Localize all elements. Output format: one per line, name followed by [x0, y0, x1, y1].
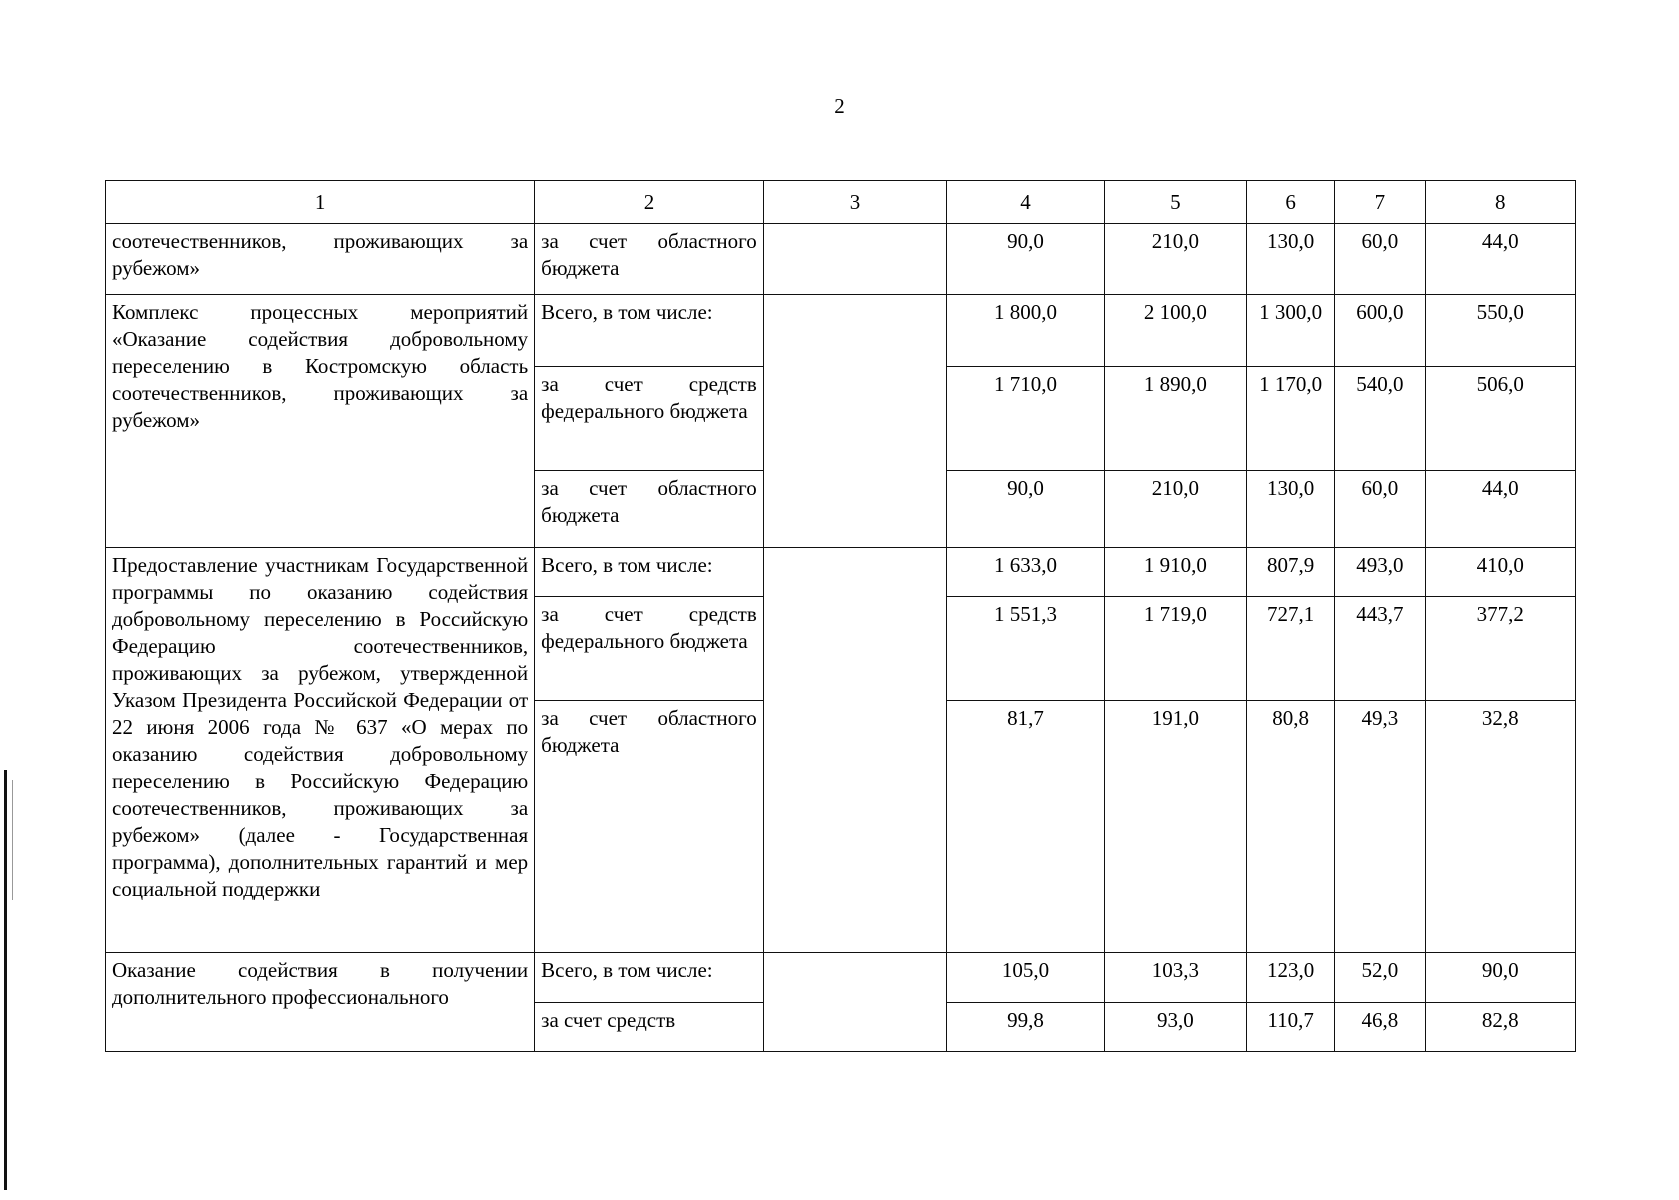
value-cell: 550,0 [1425, 295, 1575, 367]
value-cell: 1 910,0 [1104, 548, 1246, 597]
value-cell: 1 710,0 [947, 367, 1104, 471]
scan-margin-mark-thin [12, 780, 13, 900]
empty-cell [763, 953, 946, 1052]
value-cell: 410,0 [1425, 548, 1575, 597]
value-cell: 103,3 [1104, 953, 1246, 1003]
table-row [106, 953, 1576, 1003]
value-cell: 44,0 [1425, 224, 1575, 295]
funding-source: Всего, в том числе: [535, 548, 764, 597]
activity-name: Оказание содействия в получении дополнительного профессионального [106, 953, 535, 1052]
value-cell: 90,0 [947, 471, 1104, 548]
empty-cell [763, 548, 946, 953]
value-cell: 1 633,0 [947, 548, 1104, 597]
activity-name: Комплекс процессных мероприятий «Оказание содействия добровольному переселению в Костромскую область соотечественников, проживающих за рубежом» [106, 295, 535, 548]
value-cell: 80,8 [1247, 701, 1335, 953]
value-cell: 1 551,3 [947, 597, 1104, 701]
value-cell: 191,0 [1104, 701, 1246, 953]
value-cell: 727,1 [1247, 597, 1335, 701]
funding-source: за счет средств федерального бюджета [535, 597, 764, 701]
value-cell: 99,8 [947, 1003, 1104, 1052]
header-cell: 4 [947, 181, 1104, 224]
value-cell: 32,8 [1425, 701, 1575, 953]
value-cell: 377,2 [1425, 597, 1575, 701]
funding-source: за счет областного бюджета [535, 224, 764, 295]
value-cell: 807,9 [1247, 548, 1335, 597]
value-cell: 2 100,0 [1104, 295, 1246, 367]
value-cell: 110,7 [1247, 1003, 1335, 1052]
value-cell: 210,0 [1104, 224, 1246, 295]
value-cell: 60,0 [1335, 471, 1425, 548]
header-cell: 7 [1335, 181, 1425, 224]
activity-name: соотечественников, проживающих за рубежом» [106, 224, 535, 295]
value-cell: 44,0 [1425, 471, 1575, 548]
value-cell: 1 300,0 [1247, 295, 1335, 367]
value-cell: 52,0 [1335, 953, 1425, 1003]
value-cell: 210,0 [1104, 471, 1246, 548]
value-cell: 105,0 [947, 953, 1104, 1003]
table-row [106, 548, 1576, 597]
header-cell: 3 [763, 181, 946, 224]
funding-source: за счет областного бюджета [535, 701, 764, 953]
funding-source: Всего, в том числе: [535, 953, 764, 1003]
table-row [106, 295, 1576, 367]
header-cell: 1 [106, 181, 535, 224]
value-cell: 81,7 [947, 701, 1104, 953]
value-cell: 506,0 [1425, 367, 1575, 471]
funding-source: за счет средств федерального бюджета [535, 367, 764, 471]
funding-source: за счет областного бюджета [535, 471, 764, 548]
header-cell: 5 [1104, 181, 1246, 224]
value-cell: 130,0 [1247, 471, 1335, 548]
empty-cell [763, 295, 946, 548]
funding-source: за счет средств [535, 1003, 764, 1052]
budget-table [105, 180, 1576, 1052]
page-number: 2 [834, 94, 845, 118]
activity-name: Предоставление участникам Государственной программы по оказанию содействия добровольному переселению в Российскую Федерацию соотечественников, проживающих за рубежом, утвержденной Указом Президента Российской Федерации от 22 июня 2006 года № 637 «О мерах по оказанию содействия добровольному переселению в Российскую Федерацию соотечественников, проживающих за рубежом» (далее - Государственная программа), дополнительных гарантий и мер социальной поддержки [106, 548, 535, 953]
header-cell: 2 [535, 181, 764, 224]
scan-margin-mark [4, 770, 7, 1190]
value-cell: 82,8 [1425, 1003, 1575, 1052]
table-row [106, 224, 1576, 295]
value-cell: 1 890,0 [1104, 367, 1246, 471]
empty-cell [763, 224, 946, 295]
value-cell: 1 170,0 [1247, 367, 1335, 471]
header-cell: 8 [1425, 181, 1575, 224]
funding-source: Всего, в том числе: [535, 295, 764, 367]
value-cell: 123,0 [1247, 953, 1335, 1003]
value-cell: 60,0 [1335, 224, 1425, 295]
value-cell: 443,7 [1335, 597, 1425, 701]
value-cell: 93,0 [1104, 1003, 1246, 1052]
value-cell: 130,0 [1247, 224, 1335, 295]
header-cell: 6 [1247, 181, 1335, 224]
value-cell: 49,3 [1335, 701, 1425, 953]
header-row [106, 181, 1576, 224]
value-cell: 46,8 [1335, 1003, 1425, 1052]
value-cell: 493,0 [1335, 548, 1425, 597]
value-cell: 90,0 [947, 224, 1104, 295]
value-cell: 540,0 [1335, 367, 1425, 471]
value-cell: 90,0 [1425, 953, 1575, 1003]
value-cell: 1 800,0 [947, 295, 1104, 367]
value-cell: 600,0 [1335, 295, 1425, 367]
value-cell: 1 719,0 [1104, 597, 1246, 701]
